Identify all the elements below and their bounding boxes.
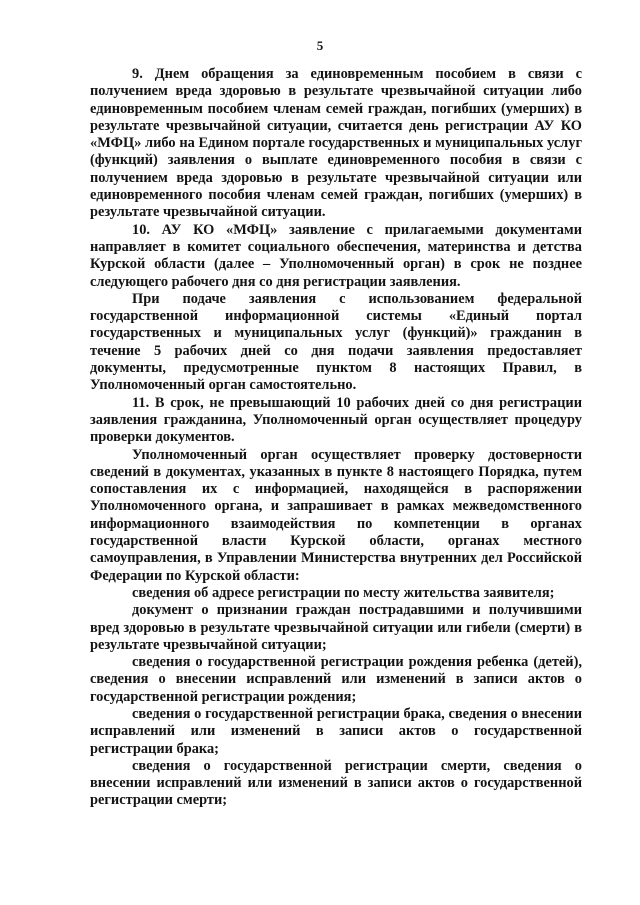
- list-item-birth-registration: сведения о государственной регистрации рождения ребенка (детей), сведения о внесении исправлений или изменений в записи актов о государственной регистрации рождения;: [90, 654, 582, 705]
- list-item-victim-document: документ о признании граждан пострадавшими и получившими вред здоровью в результате чрезвычайной ситуации или гибели (смерти) в результате чрезвычайной ситуации;: [90, 602, 582, 653]
- document-body: [90, 66, 582, 810]
- paragraph-10: 10. АУ КО «МФЦ» заявление с прилагаемыми документами направляет в комитет социального обеспечения, материнства и детства Курской области (далее – Уполномоченный орган) в срок не позднее следующего рабочего дня со дня регистрации заявления.: [90, 221, 582, 290]
- paragraph-11-verification: Уполномоченный орган осуществляет проверку достоверности сведений в документах, указанных в пункте 8 настоящего Порядка, путем сопоставления их с информацией, находящейся в распоряжении Уполномоченного органа, и запрашивает в рамках межведомственного информационного взаимодействия по компетенции в органах государственной власти Курской области, органах местного самоуправления, в Управлении Министерства внутренних дел Российской Федерации по Курской области:: [90, 446, 582, 584]
- paragraph-10-portal: При подаче заявления с использованием федеральной государственной информационной системы «Единый портал государственных и муниципальных услуг (функций)» гражданин в течение 5 рабочих дней со дня подачи заявления предоставляет документы, предусмотренные пунктом 8 настоящих Правил, в Уполномоченный орган самостоятельно.: [90, 290, 582, 394]
- list-item-death-registration: сведения о государственной регистрации смерти, сведения о внесении исправлений или изменений в записи актов о государственной регистрации смерти;: [90, 757, 582, 809]
- page-number: 5: [316, 38, 324, 53]
- list-item-address: сведения об адресе регистрации по месту жительства заявителя;: [132, 584, 555, 601]
- list-item-marriage-registration: сведения о государственной регистрации брака, сведения о внесении исправлений или изменений в записи актов о государственной регистрации брака;: [90, 705, 582, 757]
- paragraph-9: 9. Днем обращения за единовременным пособием в связи с получением вреда здоровью в результате чрезвычайной ситуации либо единовременным пособием членам семей граждан, погибших (умерших) в результате чрезвычайной ситуации, считается день регистрации АУ КО «МФЦ» либо на Едином портале государственных и муниципальных услуг (функций) заявления о выплате единовременного пособия в связи с получением вреда здоровью в результате чрезвычайной ситуации или единовременного пособия членам семей граждан, погибших (умерших) в результате чрезвычайной ситуации.: [90, 66, 582, 221]
- paragraph-11: 11. В срок, не превышающий 10 рабочих дней со дня регистрации заявления гражданина, Уполномоченный орган осуществляет процедуру проверки документов.: [90, 394, 582, 446]
